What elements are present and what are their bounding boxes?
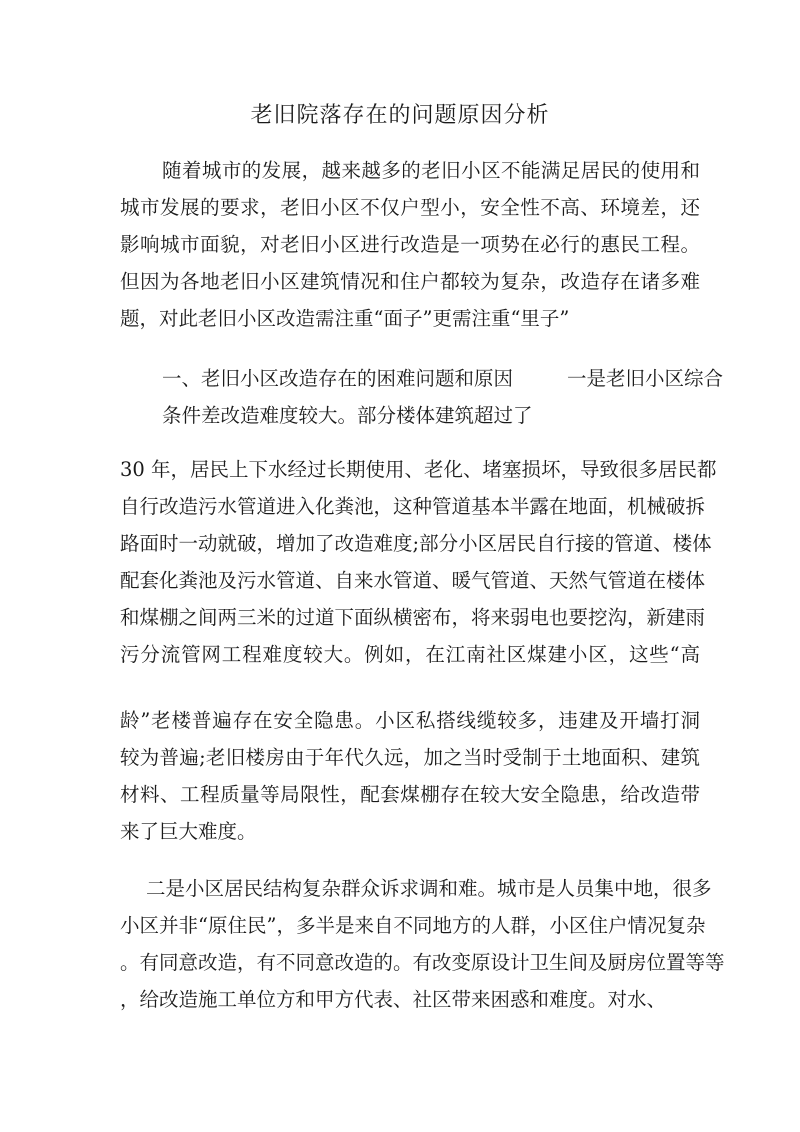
text-line: 龄”老楼普遍存在安全隐患。小区私搭线缆较多，违建及开墙打洞 [120,709,700,732]
text-line: 随着城市的发展，越来越多的老旧小区不能满足居民的使用和 [162,159,700,182]
text-line: 自行改造污水管道进入化粪池，这种管道基本半露在地面，机械破拆 [120,495,706,518]
text-line: 条件差改造难度较大。部分楼体建筑超过了 [162,404,533,427]
text-line: 但因为各地老旧小区建筑情况和住户都较为复杂，改造存在诸多难 [120,270,700,293]
paragraph-intro [120,152,700,337]
text-line: 30 年，居民上下水经过长期使用、老化、堵塞损坏，导致很多居民都 [120,458,717,481]
section-heading-line [120,360,724,397]
text-line: 路面时一动就破，增加了改造难度;部分小区居民自行接的管道、楼体 [120,532,712,555]
text-line: 来了巨大难度。 [120,820,257,843]
section-heading-block [120,360,724,434]
paragraph-safety [120,702,700,850]
text-line: 城市发展的要求，老旧小区不仅户型小，安全性不高、环境差，还 [120,196,700,219]
text-line: 小区并非“原住民”，多半是来自不同地方的人群，小区住户情况复杂 [120,914,706,937]
text-line: 配套化粪池及污水管道、自来水管道、暖气管道、天然气管道在楼体 [120,569,706,592]
text-line: 和煤棚之间两三米的过道下面纵横密布，将来弱电也要挖沟，新建雨 [120,606,706,629]
paragraph-point-one [120,451,717,673]
text-line: 影响城市面貌，对老旧小区进行改造是一项势在必行的惠民工程。 [120,233,700,256]
text-line: 题，对此老旧小区改造需注重“面子”更需注重“里子” [120,307,570,330]
text-line: 。有同意改造，有不同意改造的。有改变原设计卫生间及厨房位置等等 [120,951,725,974]
paragraph-point-two [120,870,725,1018]
text-line: 污分流管网工程难度较大。例如，在江南社区煤建小区，这些“高 [120,643,700,666]
text-line: ，给改造施工单位方和甲方代表、社区带来困惑和难度。对水、 [120,988,667,1011]
section-heading: 一、老旧小区改造存在的困难问题和原因 [162,367,514,390]
text-line: 材料、工程质量等局限性，配套煤棚存在较大安全隐患，给改造带 [120,783,700,806]
text-line: 二是小区居民结构复杂群众诉求调和难。城市是人员集中地，很多 [146,877,712,900]
text-line: 较为普遍;老旧楼房由于年代久远，加之当时受制于土地面积、建筑 [120,746,700,769]
document-title: 老旧院落存在的问题原因分析 [250,103,550,128]
point-one-start: 一是老旧小区综合 [567,367,724,390]
